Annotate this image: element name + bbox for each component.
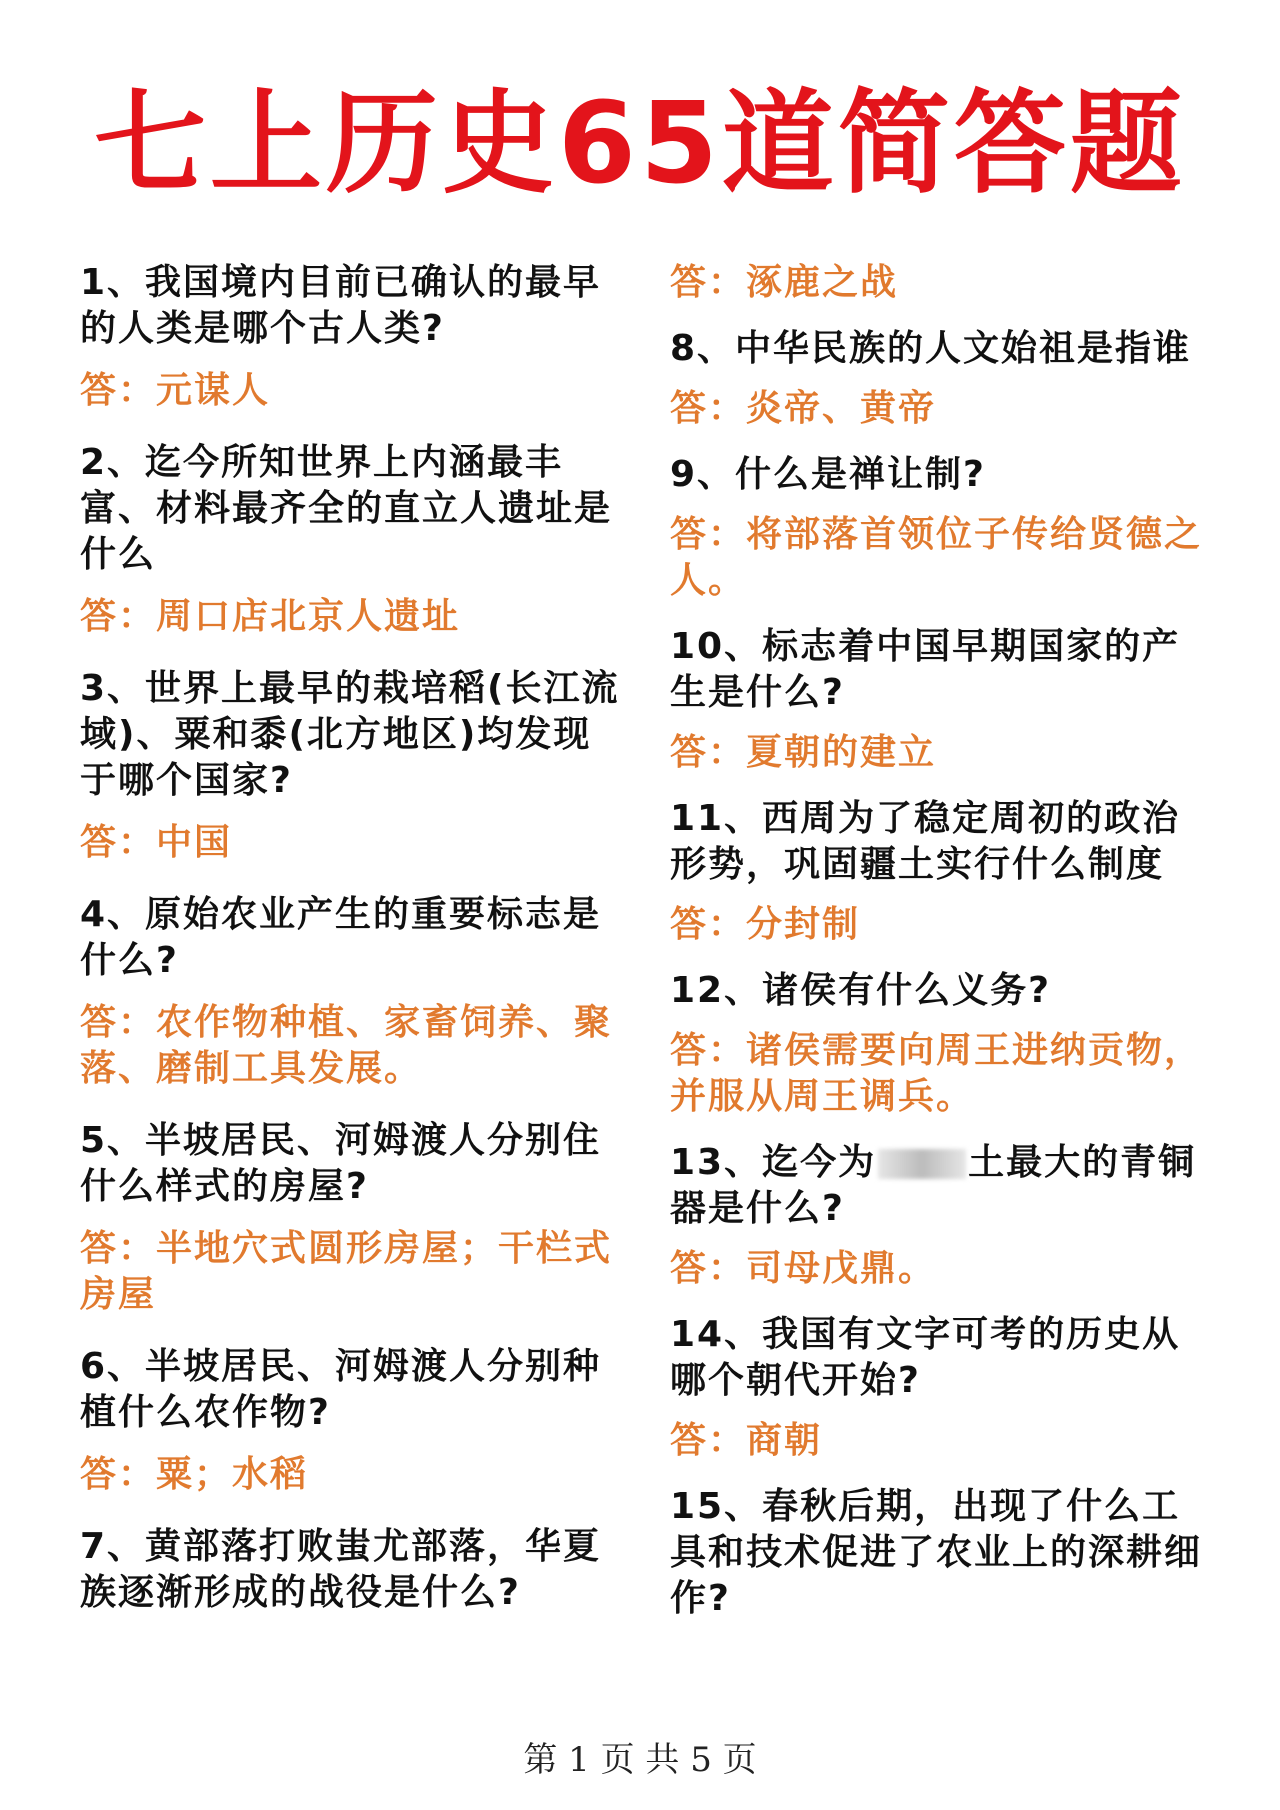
question-13-start: 13、迄今为 [670, 1142, 877, 1183]
answer-2: 答：周口店北京人遗址 [80, 596, 461, 637]
question-13-end: 土最大的青铜器是什么? [670, 1142, 1197, 1229]
question-14: 14、我国有文字可考的历史从哪个朝代开始? [670, 1314, 1181, 1401]
question-11: 11、西周为了稳定周初的政治形势，巩固疆土实行什么制度 [670, 798, 1181, 885]
answer-14: 答：商朝 [670, 1420, 823, 1461]
answer-12: 答：诸侯需要向周王进纳贡物，并服从周王调兵。 [670, 1030, 1203, 1117]
answer-7: 答：涿鹿之战 [670, 262, 899, 303]
answer-4: 答：农作物种植、家畜饲养、聚落、磨制工具发展。 [80, 1002, 613, 1089]
question-7: 7、黄部落打败蚩尤部落，华夏族逐渐形成的战役是什么? [80, 1526, 602, 1613]
answer-13: 答：司母戊鼎。 [670, 1248, 937, 1289]
answer-11: 答：分封制 [670, 904, 861, 945]
question-1: 1、我国境内目前已确认的最早的人类是哪个古人类? [80, 262, 602, 349]
question-10: 10、标志着中国早期国家的产生是什么? [670, 626, 1181, 713]
left-column [80, 260, 620, 1632]
answer-5: 答：半地穴式圆形房屋；干栏式房屋 [80, 1228, 613, 1315]
answer-6: 答：粟；水稻 [80, 1454, 309, 1495]
question-3: 3、世界上最早的栽培稻(长江流域)、粟和黍(北方地区)均发现于哪个国家? [80, 668, 620, 801]
right-column [670, 260, 1210, 1636]
answer-9: 答：将部落首领位子传给贤德之人。 [670, 514, 1203, 601]
question-12: 12、诸侯有什么义务? [670, 970, 1051, 1011]
answer-1: 答：元谋人 [80, 370, 271, 411]
answer-10: 答：夏朝的建立 [670, 732, 937, 773]
answer-8: 答：炎帝、黄帝 [670, 388, 937, 429]
question-2: 2、迄今所知世界上内涵最丰富、材料最齐全的直立人遗址是什么 [80, 442, 613, 575]
question-5: 5、半坡居民、河姆渡人分别住什么样式的房屋? [80, 1120, 602, 1207]
question-8: 8、中华民族的人文始祖是指谁 [670, 328, 1192, 369]
question-13 [670, 1140, 1210, 1232]
question-9: 9、什么是禅让制? [670, 454, 986, 495]
page-footer: 第 1 页 共 5 页 [523, 1740, 757, 1780]
page-title: 七上历史65道简答题 [94, 79, 1186, 209]
answer-3: 答：中国 [80, 822, 233, 863]
blurred-text-mark [878, 1149, 966, 1179]
question-15: 15、春秋后期，出现了什么工具和技术促进了农业上的深耕细作? [670, 1486, 1203, 1619]
question-4: 4、原始农业产生的重要标志是什么? [80, 894, 602, 981]
question-6: 6、半坡居民、河姆渡人分别种植什么农作物? [80, 1346, 602, 1433]
